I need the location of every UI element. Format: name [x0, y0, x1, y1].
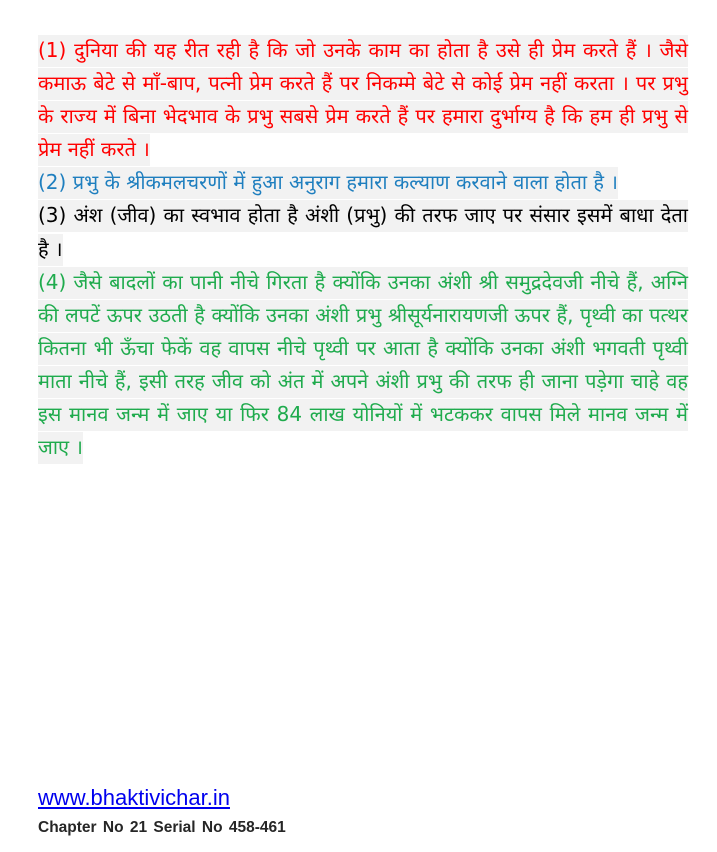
paragraph-3: [38, 199, 688, 265]
paragraph-1-text: (1) दुनिया की यह रीत रही है कि जो उनके काम का होता है उसे ही प्रेम करते हैं । जैसे कमाऊ बेटे से माँ-बाप, पत्नी प्रेम करते हैं पर निकम्मे बेटे से कोई प्रेम नहीं करता । पर प्रभु के राज्य में बिना भेदभाव के प्रभु सबसे प्रेम करते हैं पर हमारा दुर्भाग्य है कि हम ही प्रभु से प्रेम नहीं करते ।: [38, 35, 688, 166]
paragraph-1: [38, 34, 688, 166]
website-link[interactable]: www.bhaktivichar.in: [38, 785, 230, 810]
paragraph-2-text: (2) प्रभु के श्रीकमलचरणों में हुआ अनुराग हमारा कल्याण करवाने वाला होता है ।: [38, 167, 618, 199]
paragraph-4-text: (4) जैसे बादलों का पानी नीचे गिरता है क्योंकि उनका अंशी श्री समुद्रदेवजी नीचे हैं, अग्नि की लपटें ऊपर उठती है क्योंकि उनका अंशी प्रभु श्रीसूर्यनारायणजी ऊपर हैं, पृथ्वी का पत्थर कितना भी ऊँचा फेकें वह वापस नीचे पृथ्वी पर आता है क्योंकि उनका अंशी भगवती पृथ्वी माता नीचे हैं, इसी तरह जीव को अंत में अपने अंशी प्रभु की तरफ ही जाना पड़ेगा चाहे वह इस मानव जन्म में जाए या फिर 84 लाख योनियों में भटककर वापस मिले मानव जन्म में जाए ।: [38, 267, 688, 464]
chapter-serial-label: Chapter No 21 Serial No 458-461: [38, 819, 286, 836]
paragraph-4: [38, 266, 688, 465]
footer: [38, 784, 678, 838]
document-body: [38, 34, 688, 464]
paragraph-3-text: (3) अंश (जीव) का स्वभाव होता है अंशी (प्रभु) की तरफ जाए पर संसार इसमें बाधा देता है ।: [38, 200, 688, 265]
paragraph-2: [38, 166, 688, 199]
